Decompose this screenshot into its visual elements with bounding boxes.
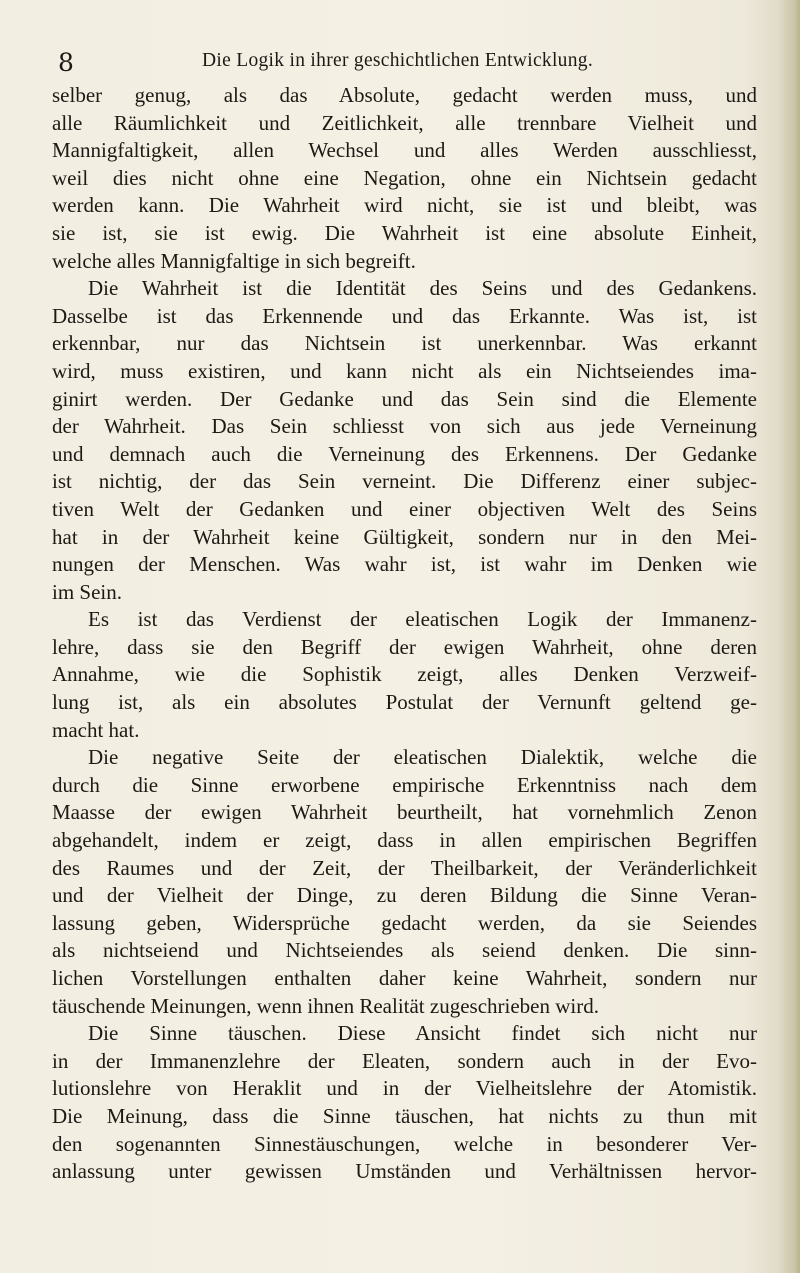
text-line: lehre, dass sie den Begriff der ewigen Wahrheit, ohne deren <box>52 634 757 659</box>
text-line: lichen Vorstellungen enthalten daher keine Wahrheit, sondern nur <box>52 966 757 990</box>
text-line: nungen der Menschen. Was wahr ist, ist wahr im Denken wie <box>52 552 757 577</box>
text-line: werden kann. Die Wahrheit wird nicht, sie ist und bleibt, was <box>52 193 757 218</box>
body-text <box>52 82 757 1186</box>
text-line: in der Immanenzlehre der Eleaten, sondern auch in der Evo- <box>52 1048 757 1073</box>
text-line: anlassung unter gewissen Umständen und Verhältnissen hervor- <box>52 1159 757 1184</box>
text-line: ist nichtig, der das Sein verneint. Die Differenz einer subjec- <box>52 469 757 494</box>
text-line: durch die Sinne erworbene empirische Erkenntniss nach dem <box>52 772 757 797</box>
text-line: hat in der Wahrheit keine Gültigkeit, sondern nur in den Mei- <box>52 524 757 549</box>
text-line: alle Räumlichkeit und Zeitlichkeit, alle trennbare Vielheit und <box>52 110 757 135</box>
text-line: der Wahrheit. Das Sein schliesst von sich aus jede Verneinung <box>52 414 757 439</box>
text-line: welche alles Mannigfaltige in sich begreift. <box>52 248 416 273</box>
text-line: lassung geben, Widersprüche gedacht werden, da sie Seiendes <box>52 910 757 935</box>
text-line: den sogenannten Sinnestäuschungen, welche in besonderer Ver- <box>52 1131 757 1156</box>
text-line: ginirt werden. Der Gedanke und das Sein sind die Elemente <box>52 386 757 411</box>
text-line: lung ist, als ein absolutes Postulat der Vernunft geltend ge- <box>52 690 757 715</box>
page-number: 8 <box>58 48 74 77</box>
running-head <box>58 48 758 84</box>
text-line: macht hat. <box>52 717 140 742</box>
text-line: täuschende Meinungen, wenn ihnen Realität zugeschrieben wird. <box>52 993 599 1018</box>
text-line: Es ist das Verdienst der eleatischen Logik der Immanenz- <box>88 607 757 632</box>
text-line: Die negative Seite der eleatischen Dialektik, welche die <box>88 745 757 770</box>
text-line: des Raumes und der Zeit, der Theilbarkeit, der Veränderlichkeit <box>52 855 757 880</box>
text-line: erkennbar, nur das Nichtsein ist unerkennbar. Was erkannt <box>52 331 757 356</box>
text-line: Die Wahrheit ist die Identität des Seins und des Gedankens. <box>88 276 757 301</box>
text-line: weil dies nicht ohne eine Negation, ohne ein Nichtsein gedacht <box>52 165 757 190</box>
text-line: tiven Welt der Gedanken und einer objectiven Welt des Seins <box>52 496 757 521</box>
text-line: Die Sinne täuschen. Diese Ansicht findet sich nicht nur <box>88 1021 757 1046</box>
text-line: Maasse der ewigen Wahrheit beurtheilt, hat vornehmlich Zenon <box>52 800 757 825</box>
page-edge-shading <box>778 0 800 1273</box>
text-line: als nichtseiend und Nichtseiendes als seiend denken. Die sinn- <box>52 938 757 963</box>
text-line: wird, muss existiren, und kann nicht als ein Nichtseiendes ima- <box>52 358 757 383</box>
text-line: sie ist, sie ist ewig. Die Wahrheit ist eine absolute Einheit, <box>52 220 757 245</box>
text-line: im Sein. <box>52 579 123 604</box>
text-line: Die Meinung, dass die Sinne täuschen, hat nichts zu thun mit <box>52 1103 757 1128</box>
text-line: abgehandelt, indem er zeigt, dass in allen empirischen Begriffen <box>52 828 757 853</box>
text-line: Annahme, wie die Sophistik zeigt, alles Denken Verzweif- <box>52 662 757 687</box>
text-line: Dasselbe ist das Erkennende und das Erkannte. Was ist, ist <box>52 303 757 328</box>
text-line: lutionslehre von Heraklit und in der Vielheitslehre der Atomistik. <box>52 1076 757 1101</box>
text-line: und demnach auch die Verneinung des Erkennens. Der Gedanke <box>52 441 757 466</box>
running-title: Die Logik in ihrer geschichtlichen Entwicklung. <box>202 50 593 71</box>
text-line: und der Vielheit der Dinge, zu deren Bildung die Sinne Veran- <box>52 883 757 908</box>
text-line: selber genug, als das Absolute, gedacht werden muss, und <box>52 83 757 107</box>
text-line: Mannigfaltigkeit, allen Wechsel und alles Werden ausschliesst, <box>52 138 757 163</box>
